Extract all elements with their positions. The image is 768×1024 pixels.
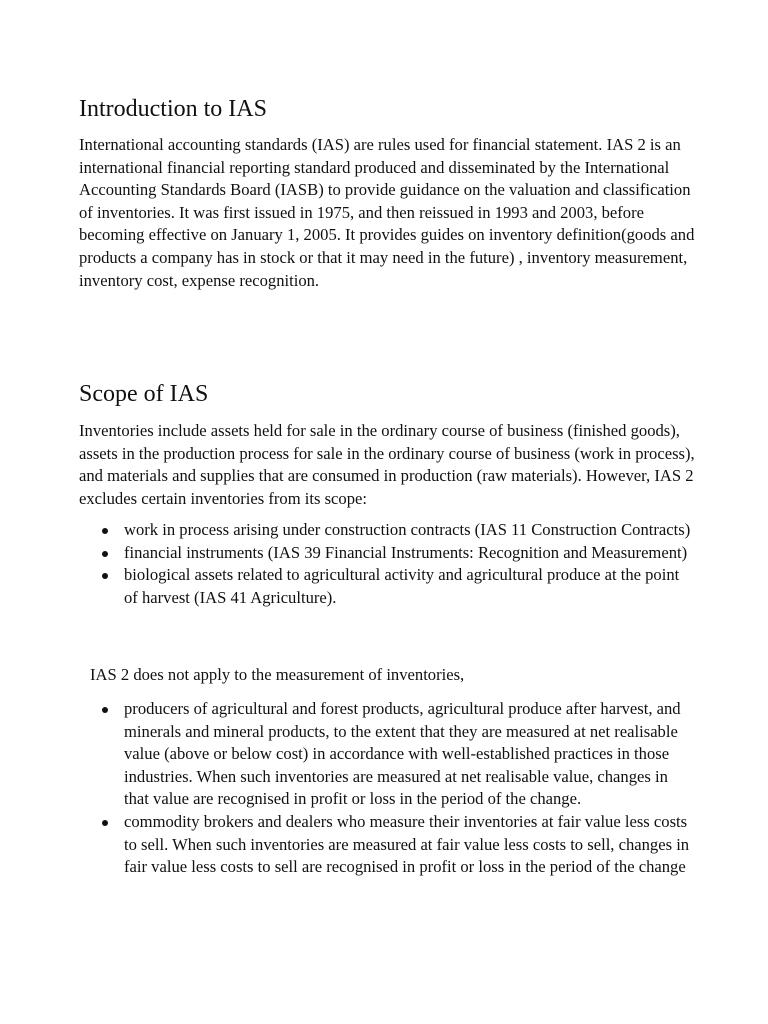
list-item-text: work in process arising under construction contracts (IAS 11 Construction Contracts) [124, 520, 691, 539]
bullet-icon [102, 820, 108, 826]
intro-heading: Introduction to IAS [79, 96, 267, 122]
list-item-text: producers of agricultural and forest products, agricultural produce after harvest, and minerals and mineral products, to the extent that they are measured at net realisable value (above or below cost) in accordance with well-established practices in those industries. When such inventories are measured at net realisable value, changes in that value are recognised in profit or loss in the period of the change. [124, 699, 681, 809]
measurement-exceptions-list [79, 698, 694, 879]
scope-heading: Scope of IAS [79, 381, 209, 407]
bullet-icon [102, 528, 108, 534]
list-item-text: commodity brokers and dealers who measure their inventories at fair value less costs to sell. When such inventories are measured at fair value less costs to sell, changes in fair value less costs to sell are recognised in profit or loss in the period of the change [124, 811, 690, 877]
bullet-icon [102, 707, 108, 713]
list-item [79, 519, 694, 542]
bullet-icon [102, 551, 108, 557]
intro-paragraph: International accounting standards (IAS) are rules used for financial statement. IAS 2 is an international financial reporting standard produced and disseminated by the International Accounting Standards Board (IASB) to provide guidance on the valuation and classification of inventories. It was first issued in 1975, and then reissued in 1993 and 2003, before becoming effective on January 1, 2005. It provides guides on inventory definition(goods and products a company has in stock or that it may need in the future) , inventory measurement, inventory cost, expense recognition. [79, 135, 695, 290]
list-item [79, 698, 694, 811]
scope-paragraph: Inventories include assets held for sale in the ordinary course of business (finished goods), assets in the production process for sale in the ordinary course of business (work in process), and materials and supplies that are consumed in production (raw materials). However, IAS 2 excludes certain inventories from its scope: [79, 421, 695, 508]
list-item [79, 564, 694, 609]
list-item [79, 811, 694, 879]
list-item-text: financial instruments (IAS 39 Financial Instruments: Recognition and Measurement) [124, 542, 688, 562]
exclusions-list [79, 519, 694, 609]
bullet-icon [102, 573, 108, 579]
list-item [79, 542, 694, 565]
scope-note: IAS 2 does not apply to the measurement of inventories, [90, 665, 465, 684]
list-item-text: biological assets related to agricultural activity and agricultural produce at the point of harvest (IAS 41 Agriculture). [124, 565, 680, 607]
